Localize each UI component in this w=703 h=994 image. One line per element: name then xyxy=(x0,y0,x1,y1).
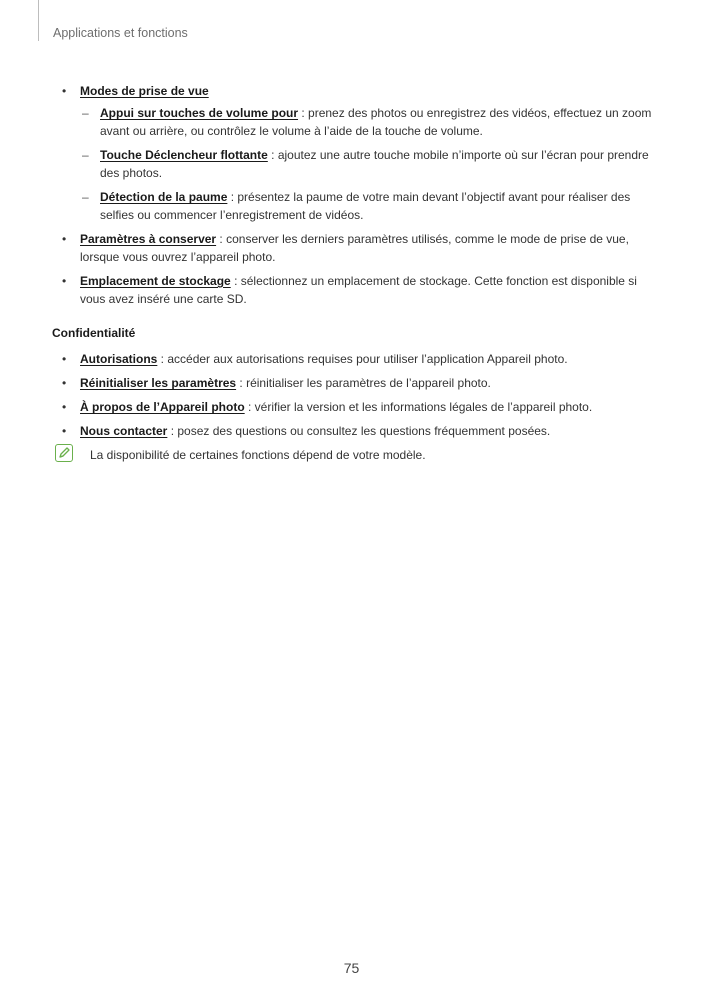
item-text: : conserver les derniers paramètres utilisés, comme le mode de prise de vue, lorsque vous ouvrez l’appareil photo. xyxy=(80,232,629,264)
item-term: Autorisations xyxy=(80,352,158,366)
sub-item-floating-shutter xyxy=(80,146,652,182)
item-term: Nous contacter xyxy=(80,424,168,438)
item-term: Emplacement de stockage xyxy=(80,274,231,288)
note xyxy=(52,446,652,466)
bullet-icon: • xyxy=(62,376,67,390)
list-item-shooting-modes xyxy=(52,82,652,224)
bullet-icon: • xyxy=(62,424,67,438)
item-text: : posez des questions ou consultez les questions fréquemment posées. xyxy=(167,424,551,438)
dash-icon: – xyxy=(82,106,89,120)
item-term: Détection de la paume xyxy=(100,190,228,204)
dash-icon: – xyxy=(82,148,89,162)
item-term: Appui sur touches de volume pour xyxy=(100,106,299,120)
bullet-icon: • xyxy=(62,400,67,414)
item-text: : présentez la paume de votre main devant l’objectif avant pour réaliser des selfies ou commencer l’enregistrement de vidéos. xyxy=(100,190,631,222)
item-text: : prenez des photos ou enregistrez des vidéos, effectuez un zoom avant ou arrière, ou contrôlez le volume à l’aide de la touche de volume. xyxy=(100,106,652,138)
sub-item-volume-keys xyxy=(80,104,652,140)
item-text: : sélectionnez un emplacement de stockage. Cette fonction est disponible si vous avez inséré une carte SD. xyxy=(80,274,637,306)
list-item-permissions xyxy=(52,350,652,368)
item-text: : ajoutez une autre touche mobile n’importe où sur l’écran pour prendre des photos. xyxy=(100,148,649,180)
bullet-icon: • xyxy=(62,274,67,288)
header-divider xyxy=(38,0,39,41)
bullet-icon: • xyxy=(62,232,67,246)
header-title: Applications et fonctions xyxy=(53,26,188,40)
item-term: Modes de prise de vue xyxy=(80,84,209,98)
sub-item-palm-detection xyxy=(80,188,652,224)
list-item-contact-us xyxy=(52,422,652,440)
bullet-icon: • xyxy=(62,84,67,98)
dash-icon: – xyxy=(82,190,89,204)
item-text: : vérifier la version et les informations légales de l’appareil photo. xyxy=(244,400,593,414)
section-title-privacy: Confidentialité xyxy=(52,326,136,340)
item-term: Réinitialiser les paramètres xyxy=(80,376,237,390)
camera-settings-list xyxy=(52,82,652,308)
list-item-reset-settings xyxy=(52,374,652,392)
note-pencil-icon xyxy=(55,444,73,462)
item-term: À propos de l’Appareil photo xyxy=(80,400,245,414)
list-item-settings-to-keep xyxy=(52,230,652,266)
item-text: : réinitialiser les paramètres de l’appareil photo. xyxy=(236,376,491,390)
privacy-list xyxy=(52,350,652,440)
item-term: Paramètres à conserver xyxy=(80,232,217,246)
list-item-about-camera xyxy=(52,398,652,416)
list-item-storage-location xyxy=(52,272,652,308)
page-number: 75 xyxy=(343,960,360,976)
note-text: La disponibilité de certaines fonctions dépend de votre modèle. xyxy=(90,448,426,462)
shooting-modes-sublist xyxy=(80,104,652,224)
item-text: : accéder aux autorisations requises pour utiliser l’application Appareil photo. xyxy=(157,352,568,366)
page-content xyxy=(52,82,652,466)
item-term: Touche Déclencheur flottante xyxy=(100,148,268,162)
bullet-icon: • xyxy=(62,352,67,366)
